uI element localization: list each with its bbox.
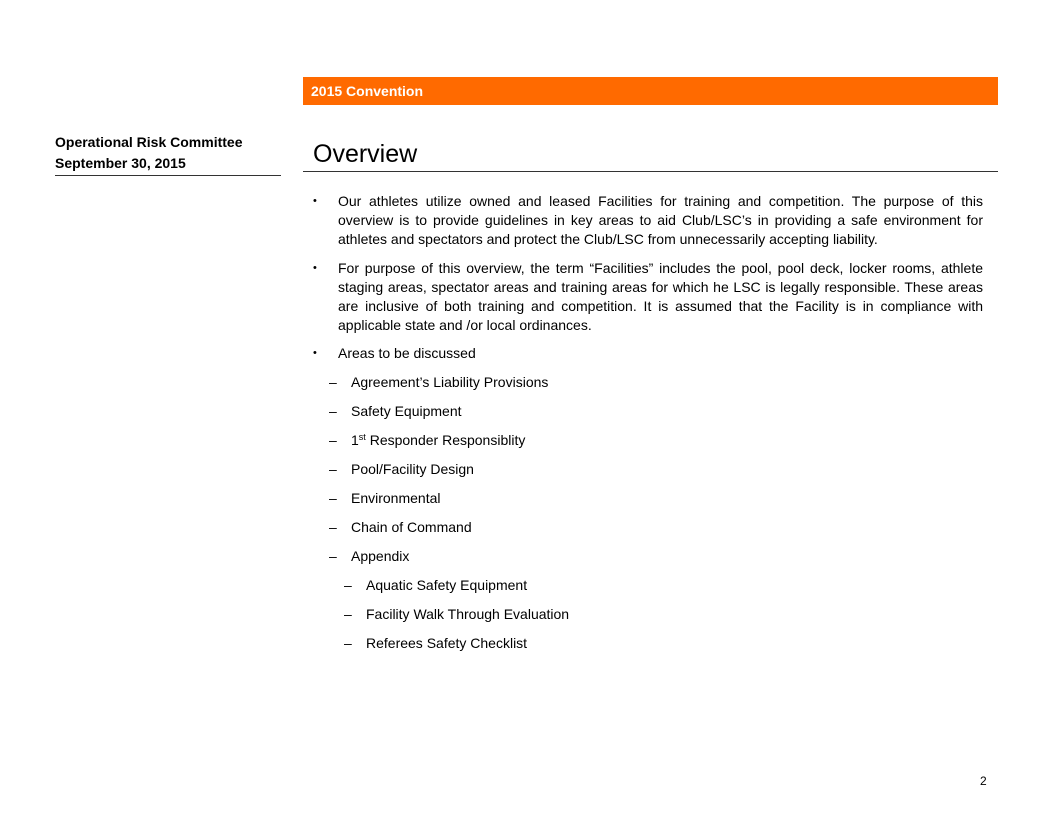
page-number: 2	[980, 774, 987, 788]
committee-date: September 30, 2015	[55, 155, 186, 171]
dash-icon: –	[329, 460, 337, 477]
committee-block	[55, 132, 281, 176]
bullet-paragraph	[313, 259, 983, 336]
bullet-paragraph	[313, 344, 983, 363]
dash-icon: –	[329, 547, 337, 564]
bullet-text: For purpose of this overview, the term “Facilities” includes the pool, pool deck, locker rooms, athlete staging areas, spectator areas and training areas for which he LSC is legally responsible. These areas are inclusive of both training and competition. It is assumed that the Facility is in compliance with applicable state and /or local ordinances.	[338, 259, 983, 334]
area-item-label	[351, 432, 525, 448]
page-title: Overview	[313, 140, 418, 168]
area-item	[313, 373, 983, 402]
bullet-icon: •	[313, 347, 317, 360]
appendix-item	[313, 576, 983, 605]
area-item	[313, 460, 983, 489]
dash-icon: –	[344, 576, 352, 593]
page-heading	[303, 138, 998, 172]
appendix-item	[313, 634, 983, 663]
bullet-text: Our athletes utilize owned and leased Facilities for training and competition. The purpose of this overview is to provide guidelines in key areas to aid Club/LSC’s in providing a safe environment for athletes and spectators and protect the Club/LSC from unnecessarily accepting liability.	[338, 193, 983, 248]
appendix-item	[313, 605, 983, 634]
dash-icon: –	[329, 518, 337, 535]
dash-icon: –	[329, 373, 337, 390]
area-item-label: Chain of Command	[351, 518, 472, 535]
dash-icon: –	[329, 431, 337, 448]
responder-number: 1	[351, 431, 359, 448]
bullet-text: Areas to be discussed	[338, 345, 476, 362]
area-item	[313, 402, 983, 431]
appendix-item-label: Referees Safety Checklist	[366, 634, 528, 651]
dash-icon: –	[344, 634, 352, 651]
area-item	[313, 489, 983, 518]
bullet-paragraph	[313, 192, 983, 250]
area-item-label: Pool/Facility Design	[351, 460, 474, 477]
bullet-icon: •	[313, 261, 317, 274]
area-item	[313, 518, 983, 547]
area-item-label: Agreement’s Liability Provisions	[351, 373, 549, 390]
dash-icon: –	[329, 402, 337, 419]
appendix-item-label: Facility Walk Through Evaluation	[366, 605, 570, 622]
responder-text: Responder Responsiblity	[365, 431, 526, 448]
overview-content	[313, 192, 983, 663]
responder-ordinal: st	[358, 431, 366, 442]
dash-icon: –	[344, 605, 352, 622]
area-item-label: Safety Equipment	[351, 402, 462, 419]
area-item-label: Appendix	[351, 547, 410, 564]
convention-banner: 2015 Convention	[303, 77, 998, 105]
area-item	[313, 547, 983, 576]
appendix-item-label: Aquatic Safety Equipment	[366, 576, 528, 593]
dash-icon: –	[329, 489, 337, 506]
committee-name: Operational Risk Committee	[55, 134, 243, 150]
area-item-label: Environmental	[351, 489, 441, 506]
bullet-icon: •	[313, 195, 317, 207]
area-item	[313, 431, 983, 460]
